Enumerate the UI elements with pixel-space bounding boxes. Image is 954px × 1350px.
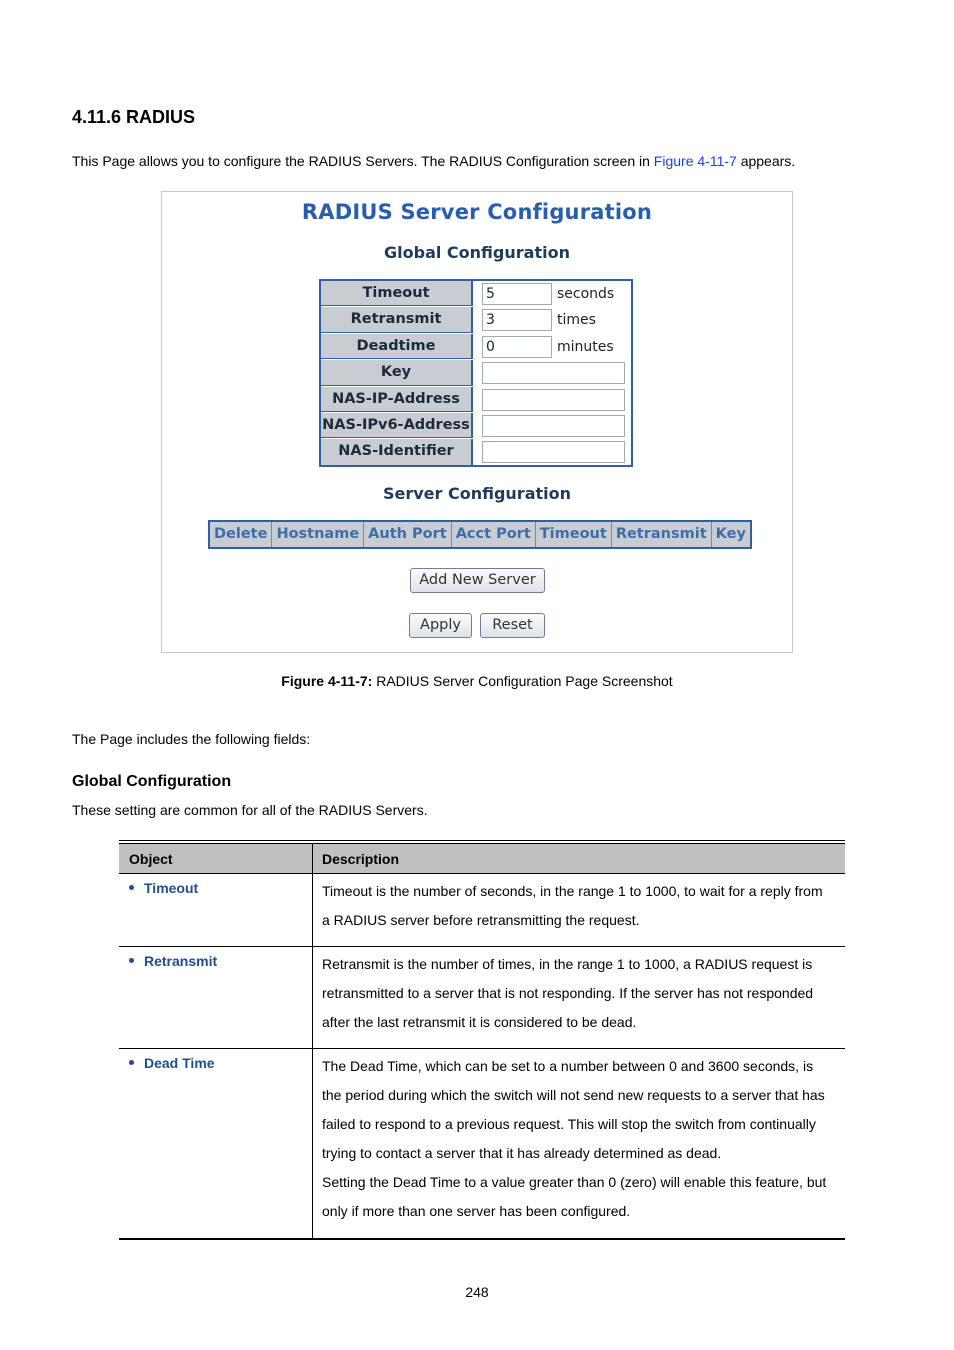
table-row <box>119 874 845 947</box>
retransmit-input[interactable]: 3 <box>482 309 552 331</box>
figure-link[interactable]: Figure 4-11-7 <box>653 153 737 169</box>
global-config-description: These setting are common for all of the RADIUS Servers. <box>72 802 428 818</box>
description-line: retransmitted to a server that is not responding. If the server has not responded <box>322 985 814 1001</box>
screenshot-title: RADIUS Server Configuration <box>301 200 653 224</box>
figure-caption <box>0 673 954 689</box>
server-config-title: Server Configuration <box>382 484 572 503</box>
description-cell <box>322 877 842 935</box>
nas-ipv6-input[interactable] <box>482 415 625 437</box>
object-name: Dead Time <box>144 1055 215 1071</box>
timeout-label: Timeout <box>321 281 473 306</box>
deadtime-unit: minutes <box>557 338 614 355</box>
caption-label: Figure 4-11-7: <box>281 673 373 689</box>
nas-ip-input[interactable] <box>482 389 625 411</box>
intro-text-end: appears. <box>736 153 796 169</box>
header-object: Object <box>129 851 173 867</box>
col-timeout: Timeout <box>536 522 612 547</box>
description-line: a RADIUS server before retransmitting the request. <box>322 912 640 928</box>
description-line: Timeout is the number of seconds, in the range 1 to 1000, to wait for a reply from <box>322 883 823 899</box>
key-row <box>321 360 631 386</box>
retransmit-label: Retransmit <box>321 307 473 332</box>
bullet-icon <box>129 958 134 963</box>
timeout-unit: seconds <box>557 286 615 302</box>
description-line: failed to respond to a previous request. This will stop the switch from continually <box>322 1116 816 1132</box>
object-name: Retransmit <box>144 953 218 969</box>
intro-text-start: This Page allows you to configure the RADIUS Servers. The RADIUS Configuration screen in <box>72 153 654 169</box>
deadtime-label: Deadtime <box>321 334 473 359</box>
description-line: only if more than one server has been configured. <box>322 1203 631 1219</box>
description-line: Retransmit is the number of times, in the range 1 to 1000, a RADIUS request is <box>322 956 813 972</box>
description-line: after the last retransmit it is considered to be dead. <box>322 1014 637 1030</box>
table-row <box>119 1049 845 1238</box>
description-cell <box>322 950 842 1037</box>
deadtime-input[interactable]: 0 <box>482 336 552 358</box>
description-cell <box>322 1052 842 1226</box>
deadtime-row <box>321 334 631 360</box>
table-row <box>119 947 845 1049</box>
object-cell <box>129 880 198 896</box>
object-cell <box>129 1055 215 1071</box>
retransmit-row <box>321 307 631 333</box>
nas-ip-row <box>321 387 631 413</box>
section-title: 4.11.6 RADIUS <box>72 107 196 127</box>
col-acct-port: Acct Port <box>452 522 536 547</box>
col-delete: Delete <box>210 522 272 547</box>
radius-config-screenshot <box>161 191 793 653</box>
reset-button[interactable]: Reset <box>480 613 545 638</box>
nas-identifier-row <box>321 439 631 465</box>
col-retransmit: Retransmit <box>612 522 712 547</box>
nas-ipv6-label: NAS-IPv6-Address <box>321 413 473 438</box>
description-line: trying to contact a server that it has already determined as dead. <box>322 1145 722 1161</box>
nas-identifier-label: NAS-Identifier <box>321 439 473 464</box>
fields-table <box>119 840 845 1240</box>
bullet-icon <box>129 1060 134 1065</box>
global-config-table <box>319 279 633 467</box>
key-input[interactable] <box>482 362 625 384</box>
nas-identifier-input[interactable] <box>482 441 625 463</box>
timeout-input[interactable]: 5 <box>482 283 552 305</box>
retransmit-unit: times <box>557 312 596 329</box>
table-header <box>119 844 845 874</box>
timeout-row <box>321 281 631 307</box>
global-config-heading: Global Configuration <box>72 773 232 790</box>
apply-button[interactable]: Apply <box>409 613 472 638</box>
description-line: Setting the Dead Time to a value greater than 0 (zero) will enable this feature, but <box>322 1174 827 1190</box>
description-line: The Dead Time, which can be set to a number between 0 and 3600 seconds, is <box>322 1058 814 1074</box>
bullet-icon <box>129 885 134 890</box>
description-line: the period during which the switch will not send new requests to a server that has <box>322 1087 825 1103</box>
page-number: 248 <box>465 1284 489 1300</box>
caption-text: RADIUS Server Configuration Page Screenshot <box>372 673 673 689</box>
fields-intro: The Page includes the following fields: <box>72 731 311 747</box>
header-description: Description <box>322 851 400 867</box>
server-config-table-header <box>208 520 752 549</box>
col-auth-port: Auth Port <box>364 522 452 547</box>
add-new-server-button[interactable]: Add New Server <box>410 568 545 593</box>
nas-ip-label: NAS-IP-Address <box>321 387 473 412</box>
global-config-title: Global Configuration <box>384 243 570 262</box>
object-cell <box>129 953 217 969</box>
nas-ipv6-row <box>321 413 631 439</box>
key-label: Key <box>321 360 473 385</box>
object-name: Timeout <box>144 880 199 896</box>
col-key: Key <box>715 526 746 542</box>
col-hostname: Hostname <box>272 522 364 547</box>
intro-text <box>72 153 795 169</box>
